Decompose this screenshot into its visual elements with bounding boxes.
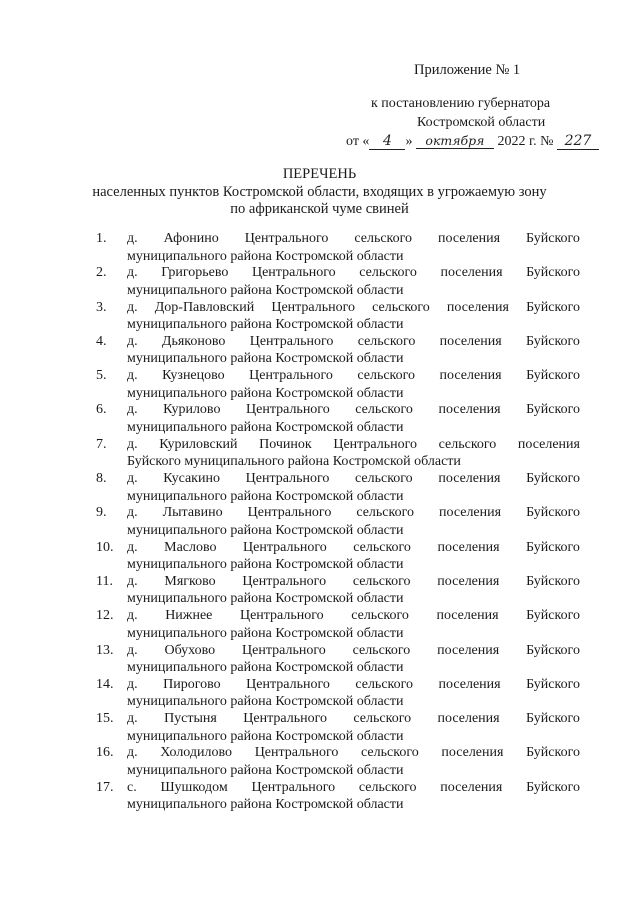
list-item <box>96 436 580 470</box>
list-item-word: Шушкодом <box>160 779 228 795</box>
list-item-line2: муниципального района Костромской области <box>127 248 404 264</box>
list-item-line1 <box>127 264 580 282</box>
list-item-word: д. <box>127 711 138 727</box>
list-item-line1 <box>127 607 580 625</box>
list-item-line2: муниципального района Костромской области <box>127 317 404 333</box>
list-item-number: 17. <box>96 779 114 795</box>
list-item-word: поселения <box>438 676 501 692</box>
document-subtitle-line2: по африканской чуме свиней <box>230 201 409 217</box>
list-item-word: сельского <box>351 608 409 624</box>
date-prefix: от « <box>346 134 370 149</box>
list-item-line2: муниципального района Костромской области <box>127 488 404 504</box>
list-item-word: Мягково <box>164 573 216 589</box>
decree-reference: к постановлению губернатора <box>371 96 551 111</box>
list-item-line1 <box>127 333 580 351</box>
list-item-word: поселения <box>439 505 502 521</box>
list-item <box>96 401 580 435</box>
list-item-line1 <box>127 573 580 591</box>
handwritten-month: октября <box>416 133 494 149</box>
list-item-word: д. <box>127 368 138 384</box>
list-item-word: Буйского <box>526 608 580 624</box>
list-item-word: д. <box>127 265 138 281</box>
list-item-word: Центрального <box>239 608 324 624</box>
list-item-number: 5. <box>96 368 107 384</box>
list-item-word: Центрального <box>271 299 356 315</box>
list-item-word: Курилово <box>163 402 221 418</box>
list-item-number: 11. <box>96 573 113 589</box>
list-item <box>96 470 580 504</box>
list-item-line1 <box>127 710 580 728</box>
list-item-word: д. <box>127 573 138 589</box>
settlement-list <box>96 230 580 813</box>
list-item-number: 13. <box>96 642 114 658</box>
list-item-word: сельского <box>355 676 414 692</box>
list-item-word: поселения <box>436 608 499 624</box>
list-item-word: Центрального <box>243 539 327 555</box>
list-item-line2: муниципального района Костромской области <box>127 797 404 813</box>
list-item-line2: муниципального района Костромской области <box>127 694 404 710</box>
list-item <box>96 504 580 538</box>
list-item-line2: муниципального района Костромской области <box>127 351 404 367</box>
list-item-word: сельского <box>352 573 411 589</box>
list-item-text <box>127 539 580 574</box>
list-item-word: поселения <box>441 745 504 761</box>
list-item-line2: муниципального района Костромской области <box>127 660 404 676</box>
list-item-line1 <box>127 779 580 797</box>
list-item-text <box>127 264 580 299</box>
list-item-word: Дьяконово <box>161 333 226 349</box>
list-item-word: Центрального <box>249 368 333 384</box>
list-item-number: 7. <box>96 436 107 452</box>
list-item-word: сельского <box>359 265 417 281</box>
list-item-word: поселения <box>438 471 501 487</box>
list-item-line1 <box>127 436 580 454</box>
list-item-word: сельского <box>354 231 413 246</box>
list-item-word: сельского <box>353 711 412 727</box>
list-item-word: Дор-Павловский <box>154 299 255 315</box>
list-item <box>96 264 580 298</box>
list-item-number: 10. <box>96 539 114 555</box>
list-item-line2: муниципального района Костромской области <box>127 591 404 607</box>
list-item-word: Буйского <box>526 711 580 727</box>
list-item-number: 4. <box>96 333 107 349</box>
list-item-text <box>127 401 580 436</box>
list-item-number: 8. <box>96 471 107 487</box>
list-item-word: сельского <box>357 368 416 384</box>
list-item-word: Лытавино <box>162 505 223 521</box>
list-item-word: Центрального <box>249 333 334 349</box>
list-item-word: Буйского <box>526 676 580 692</box>
list-item-word: Григорьево <box>161 265 229 281</box>
list-item-text <box>127 642 580 677</box>
list-item-line2: муниципального района Костромской области <box>127 282 404 298</box>
list-item-word: Буйского <box>526 471 580 487</box>
list-item <box>96 744 580 778</box>
list-item-line2: муниципального района Костромской области <box>127 728 404 744</box>
list-item-line1 <box>127 539 580 557</box>
list-item-word: Буйского <box>526 299 580 315</box>
list-item-number: 16. <box>96 745 114 761</box>
list-item-word: Маслово <box>164 539 217 555</box>
list-item-word: Центрального <box>251 265 336 281</box>
list-item-word: д. <box>127 676 138 692</box>
date-mid: » <box>405 134 413 149</box>
list-item-word: поселения <box>437 573 500 589</box>
list-item-number: 1. <box>96 231 107 246</box>
list-item-number: 3. <box>96 299 107 315</box>
list-item-word: Центрального <box>243 711 327 727</box>
year-text: 2022 г. № <box>497 134 554 149</box>
list-item-word: поселения <box>440 779 503 795</box>
list-item-line1 <box>127 299 580 317</box>
list-item <box>96 333 580 367</box>
list-item-word: сельского <box>372 299 430 315</box>
list-item-word: поселения <box>437 711 500 727</box>
list-item-word: поселения <box>437 642 500 658</box>
list-item <box>96 299 580 333</box>
list-item-line1 <box>127 504 580 522</box>
list-item <box>96 539 580 573</box>
list-item-text <box>127 573 580 608</box>
list-item-number: 2. <box>96 265 107 281</box>
list-item-line2: Буйского муниципального района Костромской области <box>127 454 461 470</box>
list-item-text <box>127 470 580 505</box>
list-item-word: сельского <box>357 333 416 349</box>
list-item-text <box>127 710 580 745</box>
appendix-title: Приложение № 1 <box>414 62 521 78</box>
list-item-text <box>127 333 580 368</box>
list-item-word: Куриловский <box>159 436 238 452</box>
list-item-line2: муниципального района Костромской области <box>127 522 404 538</box>
list-item-word: Буйского <box>526 231 580 246</box>
list-item-word: Буйского <box>526 745 580 761</box>
list-item-word: сельского <box>355 471 413 487</box>
list-item-word: поселения <box>439 333 502 349</box>
handwritten-day: 4 <box>369 133 405 150</box>
list-item-word: д. <box>127 539 138 555</box>
list-item-word: Центрального <box>247 505 332 521</box>
list-item <box>96 642 580 676</box>
list-item-text <box>127 676 580 711</box>
list-item-line1 <box>127 401 580 419</box>
list-item-word: сельского <box>358 779 417 795</box>
list-item-number: 15. <box>96 711 114 727</box>
list-item-word: Буйского <box>526 573 580 589</box>
list-item-word: поселения <box>446 299 509 315</box>
list-item-word: Буйского <box>526 402 580 418</box>
list-item-word: сельского <box>353 539 411 555</box>
list-item-word: Центрального <box>246 402 330 418</box>
list-item-number: 6. <box>96 402 107 418</box>
list-item-word: Кусакино <box>163 471 220 487</box>
list-item-word: поселения <box>440 265 503 281</box>
list-item-word: Буйского <box>526 333 580 349</box>
list-item-word: Буйского <box>526 539 580 555</box>
list-item-word: д. <box>127 436 138 452</box>
list-item-word: Нижнее <box>165 608 213 624</box>
list-item-word: Центрального <box>242 573 327 589</box>
list-item <box>96 367 580 401</box>
list-item-line2: муниципального района Костромской области <box>127 557 404 573</box>
list-item-text <box>127 504 580 539</box>
list-item-word: д. <box>127 231 138 246</box>
list-item-line2: муниципального района Костромской области <box>127 762 404 778</box>
list-item <box>96 779 580 813</box>
handwritten-number: 227 <box>557 133 599 150</box>
list-item-text <box>127 607 580 642</box>
decree-date-line <box>346 133 599 150</box>
list-item-line2: муниципального района Костромской области <box>127 385 404 401</box>
list-item-line1 <box>127 367 580 385</box>
list-item-line1 <box>127 642 580 660</box>
list-item-line1 <box>127 676 580 694</box>
list-item-word: д. <box>127 642 138 658</box>
list-item-word: д. <box>127 745 138 761</box>
list-item-line1 <box>127 744 580 762</box>
list-item-number: 12. <box>96 608 114 624</box>
list-item-number: 9. <box>96 505 107 521</box>
list-item-word: Кузнецово <box>162 368 225 384</box>
list-item-word: поселения <box>437 539 500 555</box>
list-item-line1 <box>127 230 580 248</box>
list-item-text <box>127 744 580 779</box>
list-item-word: Центрального <box>242 642 326 658</box>
list-item-text <box>127 367 580 402</box>
list-item-word: Центрального <box>246 676 330 692</box>
list-item-word: Афонино <box>163 231 219 246</box>
list-item-word: Буйского <box>526 642 580 658</box>
list-item-word: поселения <box>439 368 502 384</box>
list-item-word: д. <box>127 333 138 349</box>
list-item-word: д. <box>127 402 138 418</box>
document-subtitle-line1: населенных пунктов Костромской области, входящих в угрожаемую зону <box>92 184 547 200</box>
list-item-word: Буйского <box>526 368 580 384</box>
list-item-word: Буйского <box>526 505 580 521</box>
list-item-word: д. <box>127 299 138 315</box>
list-item-text <box>127 299 580 334</box>
list-item <box>96 710 580 744</box>
list-item-word: сельского <box>356 505 414 521</box>
list-item-word: Холодилово <box>160 745 233 761</box>
list-item-word: Центрального <box>244 231 329 246</box>
list-item-word: поселения <box>438 231 501 246</box>
list-item-word: поселения <box>438 402 501 418</box>
list-item-word: сельского <box>361 745 419 761</box>
list-item-number: 14. <box>96 676 114 692</box>
list-item-word: сельского <box>355 402 413 418</box>
list-item-text <box>127 436 580 471</box>
list-item-word: д. <box>127 505 138 521</box>
list-item-word: Центрального <box>251 779 336 795</box>
list-item-line2: муниципального района Костромской области <box>127 419 404 435</box>
document-title: ПЕРЕЧЕНЬ <box>282 166 357 182</box>
list-item <box>96 230 580 264</box>
list-item-text <box>127 230 580 265</box>
list-item-word: сельского <box>352 642 411 658</box>
list-item-word: д. <box>127 471 138 487</box>
list-item <box>96 607 580 641</box>
list-item-line1 <box>127 470 580 488</box>
list-item-word: Центрального <box>245 471 330 487</box>
list-item-text <box>127 779 580 814</box>
list-item-word: Пустыня <box>164 711 217 727</box>
list-item-word: Обухово <box>164 642 216 658</box>
list-item-word: сельского <box>438 436 497 452</box>
issuer-region: Костромской области <box>417 115 546 130</box>
list-item-word: Центрального <box>333 436 418 452</box>
list-item-line2: муниципального района Костромской области <box>127 625 404 641</box>
list-item-word: Пирогово <box>163 676 221 692</box>
list-item-word: д. <box>127 608 138 624</box>
list-item-word: Центрального <box>254 745 339 761</box>
list-item-word: с. <box>127 779 137 795</box>
list-item <box>96 573 580 607</box>
list-item-word: поселения <box>517 436 580 452</box>
list-item <box>96 676 580 710</box>
list-item-word: Буйского <box>526 265 580 281</box>
list-item-word: Буйского <box>526 779 580 795</box>
list-item-word: Починок <box>259 436 312 452</box>
